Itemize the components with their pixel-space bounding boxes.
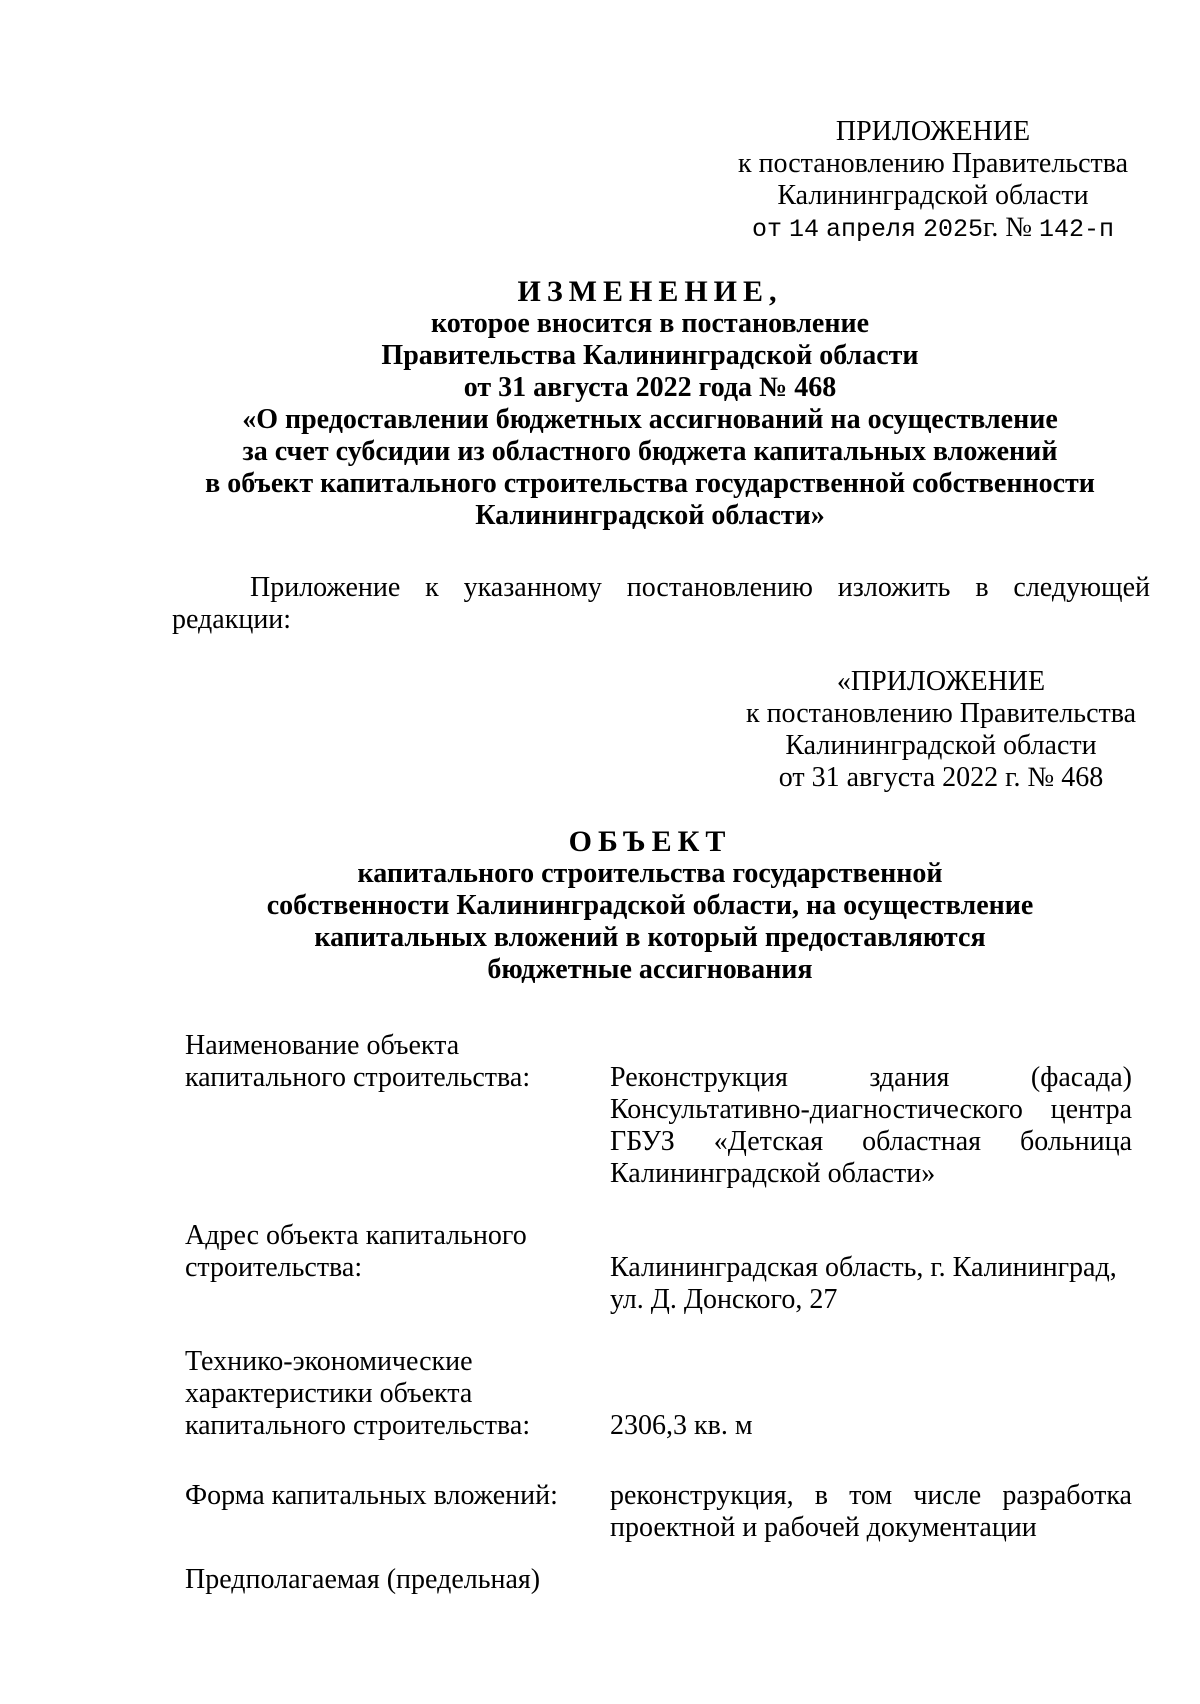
object-heading: ОБЪЕКТ (568, 825, 732, 858)
field-value-line: 2306,3 кв. м (610, 1410, 753, 1441)
approval-title: ПРИЛОЖЕНИЕ (835, 116, 1031, 147)
field-value-line: Консультативно-диагностического центра (610, 1094, 1132, 1125)
change-title-line: «О предоставлении бюджетных ассигнований на осуществление (242, 404, 1058, 435)
change-title-block (150, 276, 1150, 532)
approval-block-top (728, 116, 1138, 246)
object-title-line: капитального строительства государственной (357, 858, 943, 889)
field-label-line: Адрес объекта капитального (185, 1220, 527, 1251)
change-title-line: в объект капитального строительства государственной собственности (205, 468, 1095, 499)
field-value-line: Реконструкция здания (фасада) (610, 1062, 1132, 1093)
field-label-line: капитального строительства: (185, 1410, 531, 1441)
approval-title: «ПРИЛОЖЕНИЕ (836, 666, 1046, 697)
field-value-address (610, 1252, 1132, 1316)
object-title-line: бюджетные ассигнования (487, 954, 813, 985)
approval-date-line: от 31 августа 2022 г. № 468 (778, 762, 1104, 793)
change-title-line: за счет субсидии из областного бюджета капитальных вложений (242, 436, 1058, 467)
field-label-characteristics (185, 1346, 605, 1442)
approval-date-year-suffix: г. № (983, 212, 1033, 243)
field-value-line: ул. Д. Донского, 27 (610, 1284, 838, 1315)
field-value-investment-form (610, 1480, 1132, 1544)
body-paragraph-line: редакции: (172, 604, 292, 635)
field-value-line: Калининградская область, г. Калининград, (610, 1252, 1117, 1283)
field-label-line: характеристики объекта (185, 1378, 473, 1409)
approval-block-inner (736, 666, 1146, 794)
approval-date-month: апреля (825, 215, 916, 244)
approval-line: к постановлению Правительства (745, 698, 1137, 729)
body-paragraph (172, 572, 1150, 636)
change-title-line: Правительства Калининградской области (381, 340, 919, 371)
approval-line: к постановлению Правительства (737, 148, 1129, 179)
approval-date-number: 142-п (1039, 215, 1115, 244)
body-paragraph-line: Приложение к указанному постановлению изложить в следующей (250, 572, 1150, 603)
field-value-line: реконструкция, в том числе разработка (610, 1480, 1132, 1511)
approval-line: Калининградской области (777, 180, 1089, 211)
change-title-line: которое вносится в постановление (430, 308, 870, 339)
field-label-line: Технико-экономические (185, 1346, 473, 1377)
object-title-line: собственности Калининградской области, на осуществление (266, 890, 1034, 921)
field-label-line: Предполагаемая (предельная) (185, 1564, 541, 1595)
field-label-estimated-cost (185, 1564, 605, 1596)
field-label-address (185, 1220, 605, 1284)
field-label-investment-form (185, 1480, 605, 1512)
field-label-line: строительства: (185, 1252, 363, 1283)
field-label-line: капитального строительства: (185, 1062, 531, 1093)
field-label-line: Форма капитальных вложений: (185, 1480, 558, 1511)
approval-date-line (728, 212, 1138, 246)
field-value-object-name (610, 1062, 1132, 1190)
change-title-line: Калининградской области» (475, 500, 825, 531)
approval-line: Калининградской области (785, 730, 1097, 761)
approval-date-prefix: от (751, 215, 782, 244)
field-value-line: проектной и рабочей документации (610, 1512, 1037, 1543)
approval-date-year: 2025 (922, 215, 983, 244)
field-label-object-name (185, 1030, 605, 1094)
field-label-line: Наименование объекта (185, 1030, 460, 1061)
object-title-line: капитальных вложений в который предоставляются (314, 922, 986, 953)
approval-date-day: 14 (788, 215, 819, 244)
field-value-line: ГБУЗ «Детская областная больница (610, 1126, 1132, 1157)
change-title-line: от 31 августа 2022 года № 468 (463, 372, 837, 403)
object-title-block (150, 826, 1150, 986)
field-value-characteristics (610, 1410, 1132, 1442)
change-heading: ИЗМЕНЕНИЕ, (517, 275, 783, 308)
field-value-line: Калининградской области» (610, 1158, 936, 1189)
